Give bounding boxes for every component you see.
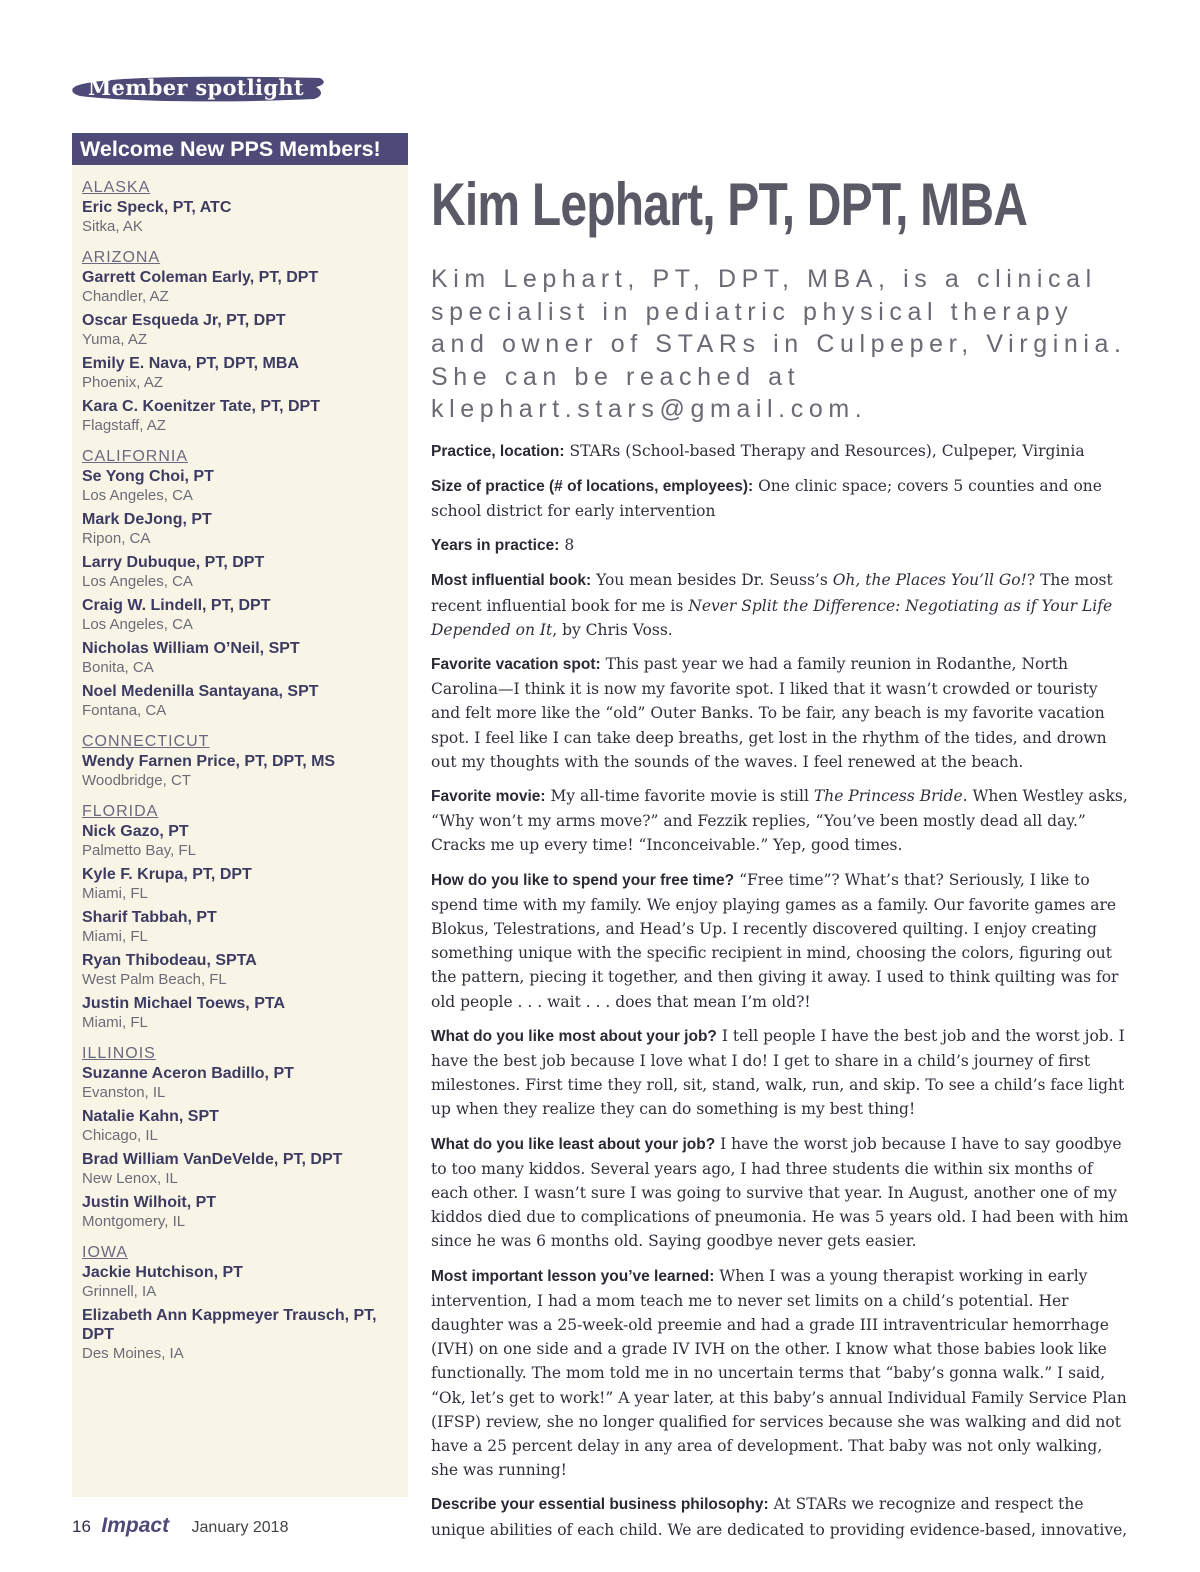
page-footer	[72, 1514, 288, 1538]
member-location: Yuma, AZ	[82, 331, 148, 348]
state-heading: CONNECTICUT	[82, 733, 210, 750]
question: How do you like to spend your free time?	[431, 871, 735, 889]
member-location: Ripon, CA	[82, 530, 151, 547]
list-item	[82, 198, 398, 236]
question: Most influential book:	[431, 572, 592, 590]
answer: ? The most recent influential book for me is	[431, 571, 1113, 615]
member-name: Ryan Thibodeau, SPTA	[82, 952, 257, 969]
question: Describe your essential business philosophy:	[431, 1496, 769, 1514]
member-location: Phoenix, AZ	[82, 374, 163, 391]
question: Favorite vacation spot:	[431, 655, 601, 673]
section-tag	[70, 72, 328, 104]
member-name: Garrett Coleman Early, PT, DPT	[82, 269, 319, 286]
member-name: Justin Wilhoit, PT	[82, 1194, 217, 1211]
question: Favorite movie:	[431, 787, 546, 805]
article-title: Kim Lephart, PT, DPT, MBA	[431, 171, 1028, 238]
list-item	[82, 908, 398, 946]
member-location: Miami, FL	[82, 1014, 148, 1031]
member-location: New Lenox, IL	[82, 1170, 178, 1187]
member-location: Miami, FL	[82, 928, 148, 945]
member-location: Sitka, AK	[82, 218, 143, 235]
member-location: Bonita, CA	[82, 659, 154, 676]
list-item	[82, 822, 398, 860]
member-name: Natalie Kahn, SPT	[82, 1108, 219, 1125]
member-location: Fontana, CA	[82, 702, 167, 719]
member-name: Kara C. Koenitzer Tate, PT, DPT	[82, 398, 320, 415]
list-item	[82, 1064, 398, 1102]
member-location: Woodbridge, CT	[82, 772, 191, 789]
qa-philosophy	[431, 1492, 1131, 1541]
answer: My all-time favorite movie is still	[550, 786, 809, 805]
member-location: Flagstaff, AZ	[82, 417, 166, 434]
member-name: Larry Dubuque, PT, DPT	[82, 554, 265, 571]
state-heading: ALASKA	[82, 179, 151, 196]
member-list	[72, 165, 408, 1363]
state-heading: CALIFORNIA	[82, 448, 189, 465]
qa-book	[431, 568, 1131, 642]
book-title: Never Split the Difference: Negotiating as if Your Life Depended on It	[431, 596, 1113, 639]
list-item	[82, 951, 398, 989]
member-location: Chicago, IL	[82, 1127, 158, 1144]
list-item	[82, 752, 398, 790]
list-item	[82, 1263, 398, 1301]
member-location: Los Angeles, CA	[82, 616, 193, 633]
list-item	[82, 596, 398, 634]
list-item	[82, 397, 398, 435]
list-item	[82, 553, 398, 591]
member-name: Jackie Hutchison, PT	[82, 1264, 243, 1281]
list-item	[82, 354, 398, 392]
answer: I have the worst job because I have to say goodbye to too many kiddos. Several years ago, I had three students die within six months of each other. I wasn’t sure I was going to survive that year. In August, another one of my kiddos died due to complications of pneumonia. He was 5 years old. I had been with him since he was 6 months old. Saying goodbye never gets easier.	[431, 1134, 1129, 1251]
question: Size of practice (# of locations, employees):	[431, 477, 754, 495]
member-location: Miami, FL	[82, 885, 148, 902]
member-name: Se Yong Choi, PT	[82, 468, 214, 485]
member-name: Brad William VanDeVelde, PT, DPT	[82, 1151, 343, 1168]
list-item	[82, 865, 398, 903]
member-name: Eric Speck, PT, ATC	[82, 199, 232, 216]
section-tag-label: Member spotlight	[88, 75, 304, 100]
article-intro: Kim Lephart, PT, DPT, MBA, is a clinical specialist in pediatric physical therapy and owner of STARs in Culpeper, Virginia. She can be reached at klephart.stars@gmail.com.	[431, 265, 1127, 423]
answer: This past year we had a family reunion in Rodanthe, North Carolina—I think it is now my favorite spot. I liked that it wasn’t crowded or touristy and felt more like the “old” Outer Banks. To be fair, any beach is my favorite vacation spot. I feel like I can take deep breaths, get lost in the rhythm of the tides, and drown out my thoughts with the sounds of the waves. I feel renewed at the beach.	[431, 654, 1107, 771]
answer: 8	[564, 536, 575, 555]
list-item	[82, 639, 398, 677]
member-name: Nicholas William O’Neil, SPT	[82, 640, 300, 657]
answer: . When Westley asks, “Why won’t my arms move?” and Fezzik replies, “You’ve been mostly dead all day.” Cracks me up every time! “Inconceivable.” Yep, good times.	[431, 786, 1128, 855]
list-item	[82, 1193, 398, 1231]
question: What do you like least about your job?	[431, 1135, 716, 1153]
question: What do you like most about your job?	[431, 1027, 717, 1045]
qa-lesson	[431, 1264, 1131, 1483]
list-item	[82, 1306, 398, 1363]
member-location: Chandler, AZ	[82, 288, 169, 305]
list-item	[82, 994, 398, 1032]
answer: At STARs we recognize and respect the unique abilities of each child. We are dedicated to providing evidence-based, innovative,	[431, 1495, 1128, 1539]
member-location: Grinnell, IA	[82, 1283, 157, 1300]
sidebar-header: Welcome New PPS Members!	[72, 133, 408, 165]
qa-size	[431, 474, 1131, 523]
list-item	[82, 1150, 398, 1188]
page-number: 16	[72, 1517, 91, 1536]
member-name: Wendy Farnen Price, PT, DPT, MS	[82, 753, 336, 770]
member-name: Nick Gazo, PT	[82, 823, 189, 840]
state-heading: FLORIDA	[82, 803, 159, 820]
member-name: Suzanne Aceron Badillo, PT	[82, 1065, 294, 1082]
answer: STARs (School-based Therapy and Resources), Culpeper, Virginia	[569, 441, 1085, 460]
member-location: Los Angeles, CA	[82, 573, 193, 590]
member-name: Kyle F. Krupa, PT, DPT	[82, 866, 252, 883]
qa-vacation	[431, 652, 1131, 774]
member-name: Elizabeth Ann Kappmeyer Trausch, PT, DPT	[82, 1307, 377, 1343]
member-name: Justin Michael Toews, PTA	[82, 995, 285, 1012]
issue-date: January 2018	[191, 1519, 289, 1536]
answer: , by Chris Voss.	[552, 620, 673, 639]
book-title: Oh, the Places You’ll Go!	[832, 571, 1027, 590]
list-item	[82, 510, 398, 548]
qa-free-time	[431, 868, 1131, 1014]
answer: “Free time”? What’s that? Seriously, I like to spend time with my family. We enjoy playing games as a family. Our favorite games are Blokus, Telestrations, and Head’s Up. I recently discovered quilting. I enjoy creating something unique with the specific recipient in mind, choosing the colors, figuring out the pattern, piecing it together, and then giving it away. I used to think quilting was for old people . . . wait . . . does that mean I’m old?!	[431, 870, 1119, 1011]
member-location: Montgomery, IL	[82, 1213, 186, 1230]
question: Practice, location:	[431, 442, 565, 460]
member-location: Des Moines, IA	[82, 1345, 184, 1362]
qa-like-least	[431, 1132, 1131, 1254]
article	[431, 165, 1131, 1542]
state-heading: ARIZONA	[82, 249, 161, 266]
answer: I tell people I have the best job and the worst job. I have the best job because I love what I do! I get to share in a child’s journey of first milestones. First time they roll, sit, stand, walk, run, and skip. To see a child’s face light up when they realize they can do something is my best thing!	[431, 1026, 1125, 1119]
member-name: Emily E. Nava, PT, DPT, MBA	[82, 355, 299, 372]
list-item	[82, 268, 398, 306]
question: Most important lesson you’ve learned:	[431, 1267, 715, 1285]
member-location: Palmetto Bay, FL	[82, 842, 196, 859]
qa-like-most	[431, 1024, 1131, 1122]
answer: You mean besides Dr. Seuss’s	[596, 571, 828, 590]
qa-years	[431, 533, 1131, 558]
question: Years in practice:	[431, 537, 560, 555]
member-name: Oscar Esqueda Jr, PT, DPT	[82, 312, 286, 329]
publication-name: Impact	[101, 1514, 170, 1537]
answer: When I was a young therapist working in early intervention, I had a mom teach me to never set limits on a child’s potential. Her daughter was a 25-week-old preemie and had a grade III intraventricular hemorrhage (IVH) on one side and a grade IV IVH on the other. I know what those babies look like functionally. The mom told me in no uncertain terms that “baby’s gonna walk.” I said, “Ok, let’s get to work!” A year later, at this baby’s annual Individual Family Service Plan (IFSP) review, she no longer qualified for services because she was walking and did not have a 25 percent delay in any area of development. That baby was not only walking, she was running!	[431, 1266, 1127, 1480]
list-item	[82, 467, 398, 505]
movie-title: The Princess Bride	[813, 786, 963, 805]
list-item	[82, 311, 398, 349]
list-item	[82, 1107, 398, 1145]
answer: One clinic space; covers 5 counties and one school district for early intervention	[431, 476, 1102, 520]
member-name: Craig W. Lindell, PT, DPT	[82, 597, 271, 614]
member-name: Sharif Tabbah, PT	[82, 909, 217, 926]
list-item	[82, 682, 398, 720]
member-name: Mark DeJong, PT	[82, 511, 212, 528]
member-location: Evanston, IL	[82, 1084, 166, 1101]
member-location: West Palm Beach, FL	[82, 971, 227, 988]
member-name: Noel Medenilla Santayana, SPT	[82, 683, 319, 700]
state-heading: IOWA	[82, 1244, 129, 1261]
qa-practice	[431, 439, 1131, 464]
member-location: Los Angeles, CA	[82, 487, 193, 504]
new-members-sidebar	[72, 133, 408, 1497]
qa-movie	[431, 784, 1131, 858]
state-heading: ILLINOIS	[82, 1045, 156, 1062]
